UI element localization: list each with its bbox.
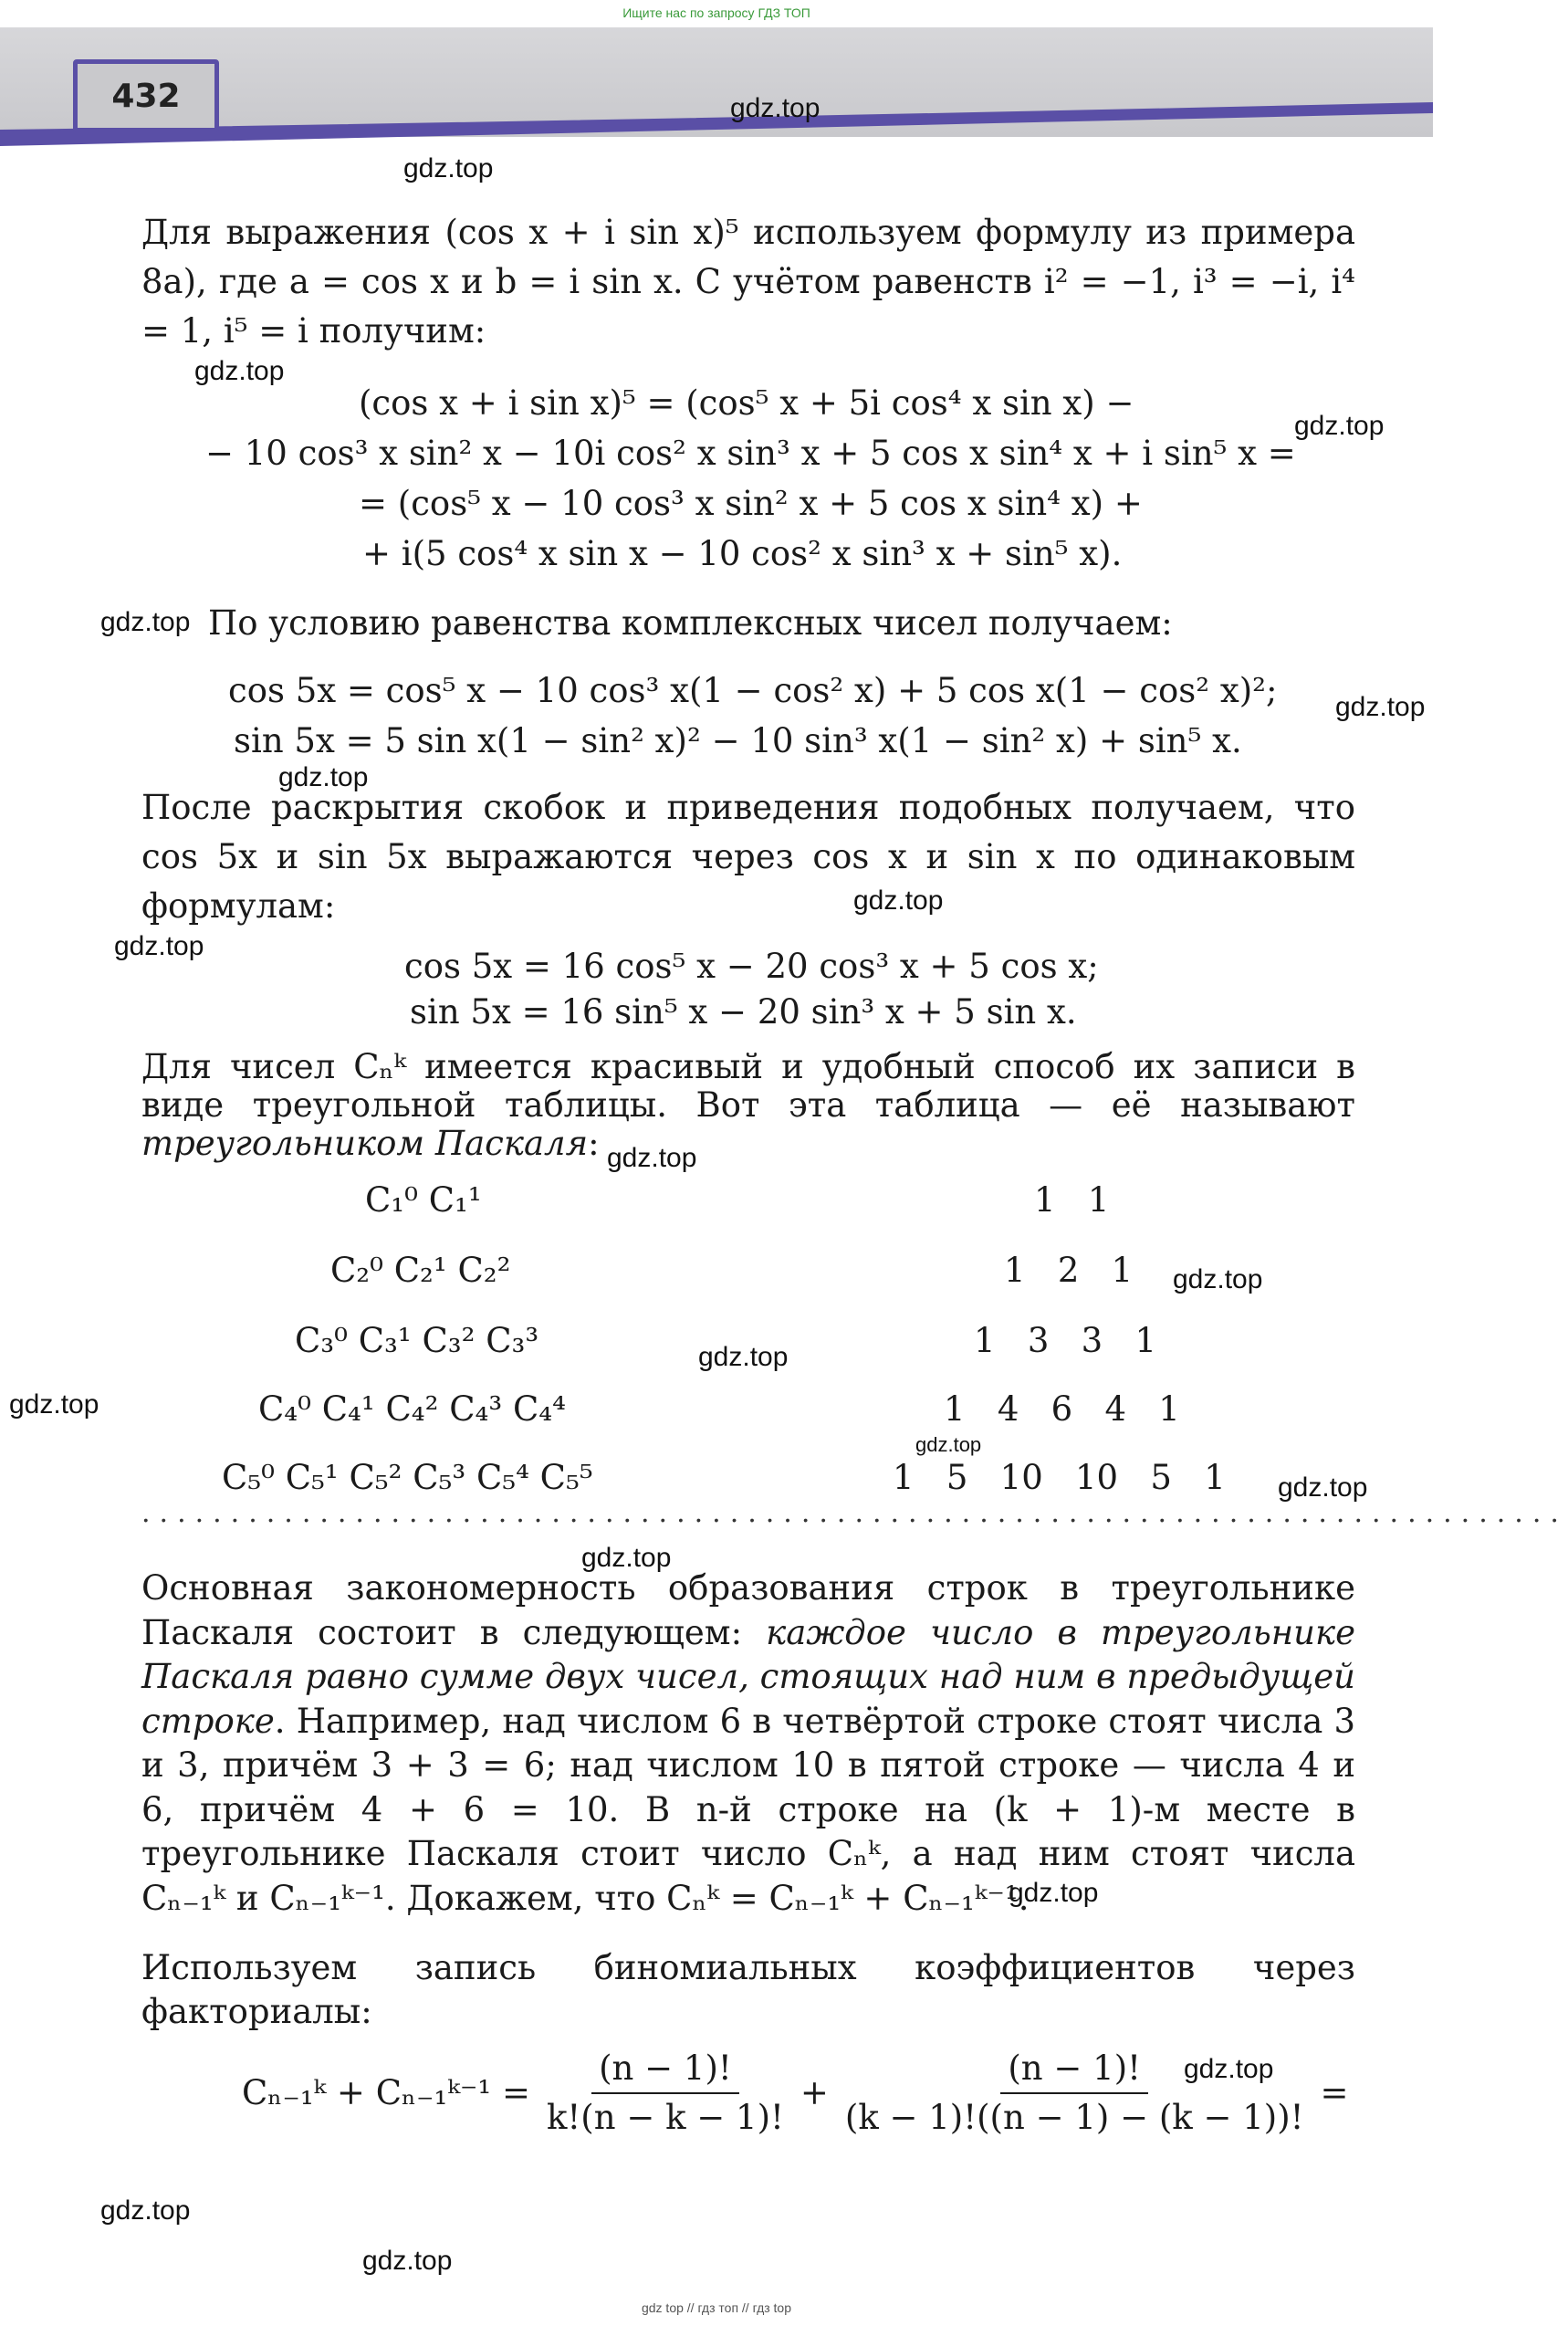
pascal-rule: каждое число в треугольнике Паскаля равно сумме двух чисел, стоящих над ним в предыдущей строке [141,1612,1355,1741]
paragraph-5-rest: . Например, над числом 6 в четвёртой строке стоят числа 3 и 3, причём 3 + 3 = 6; над числом 10 в пятой строке — числа 4 и 6, причём 4 + 6 = 10. В n-й строке на (k + 1)-м месте в треугольнике Паскаля стоит число Cₙᵏ, а над ним стоят числа Cₙ₋₁ᵏ и Cₙ₋₁ᵏ⁻¹. Докажем, что Cₙᵏ = Cₙ₋₁ᵏ + Cₙ₋₁ᵏ⁻¹. [141,1701,1355,1918]
triangle-symbolic-row-2: C₂⁰ C₂¹ C₂² [330,1251,511,1290]
paragraph-4-text: Для чисел Cₙᵏ имеется красивый и удобный способ их записи в виде треугольной таблицы. Вот эта таблица — её называют [141,1047,1355,1125]
triangle-numeric-row-2: 1 2 1 [1004,1251,1134,1290]
watermark: gdz.top [1009,1878,1099,1908]
watermark: gdz.top [1173,1264,1263,1294]
triangle-symbolic-row-1: C₁⁰ C₁¹ [365,1180,482,1220]
equation-4-lhs: Cₙ₋₁ᵏ + Cₙ₋₁ᵏ⁻¹ = [242,2073,530,2112]
watermark: gdz.top [1278,1472,1368,1503]
equals-sign: = [1320,2073,1349,2112]
equation-1-line-1: (cos x + i sin x)⁵ = (cos⁵ x + 5i cos⁴ x sin x) − [359,383,1134,423]
watermark: gdz.top [1335,692,1426,722]
equation-3-line-1: cos 5x = 16 cos⁵ x − 20 cos³ x + 5 cos x; [404,947,1099,986]
paragraph-4-end: : [588,1124,600,1163]
triangle-numeric-row-5: 1 5 10 10 5 1 [893,1458,1226,1497]
watermark: gdz.top [730,93,821,123]
watermark: gdz.top [278,762,369,792]
triangle-numeric-row-1: 1 1 [1034,1180,1110,1220]
watermark: gdz.top [194,356,285,386]
footer-note: gdz top // гдз топ // гдз top [641,2300,792,2315]
watermark: gdz.top [1294,411,1385,441]
fraction-2 [838,2045,1312,2142]
fraction-1 [539,2045,791,2142]
watermark: gdz.top [915,1433,982,1456]
watermark: gdz.top [100,607,191,637]
triangle-numeric-row-3: 1 3 3 1 [974,1321,1157,1360]
fraction-1-denominator: k!(n − k − 1)! [547,2098,784,2137]
continuation-dots: ................................................................................ [141,1497,1568,1529]
paragraph-1: Для выражения (cos x + i sin x)⁵ используем формулу из примера 8а), где a = cos x и b = i sin x. С учётом равенств i² = −1, i³ = −i, i⁴ = 1, i⁵ = i получим: [141,213,1355,351]
equation-1-line-3: = (cos⁵ x − 10 cos³ x sin² x + 5 cos x sin⁴ x) + [359,484,1143,523]
triangle-symbolic-row-5: C₅⁰ C₅¹ C₅² C₅³ C₅⁴ C₅⁵ [222,1458,593,1497]
watermark: gdz.top [607,1143,697,1173]
page-number: 432 [73,59,219,132]
plus-sign: + [800,2073,829,2112]
paragraph-2: По условию равенства комплексных чисел получаем: [208,603,1173,643]
pascal-triangle-term: треугольником Паскаля [141,1124,589,1163]
top-note: Ищите нас по запросу ГДЗ ТОП [622,5,810,20]
fraction-2-numerator: (n − 1)! [1000,2045,1148,2094]
paragraph-6: Используем запись биномиальных коэффициентов через факториалы: [141,1948,1355,2031]
paragraph-5-text: Основная закономерность образования строк в треугольнике Паскаля состоит в следующем: [141,1568,1355,1652]
fraction-1-numerator: (n − 1)! [591,2045,739,2094]
watermark: gdz.top [362,2246,453,2276]
watermark: gdz.top [698,1342,789,1372]
watermark: gdz.top [403,153,494,183]
triangle-symbolic-row-4: C₄⁰ C₄¹ C₄² C₄³ C₄⁴ [258,1389,566,1429]
equation-3-line-2: sin 5x = 16 sin⁵ x − 20 sin³ x + 5 sin x. [410,992,1077,1032]
watermark: gdz.top [581,1543,672,1573]
watermark: gdz.top [1184,2054,1274,2084]
watermark: gdz.top [100,2195,191,2226]
paragraph-3: После раскрытия скобок и приведения подобных получаем, что cos 5x и sin 5x выражаются через cos x и sin x по одинаковым формулам: [141,788,1355,926]
equation-4 [242,2045,1349,2142]
watermark: gdz.top [9,1389,99,1420]
equation-2-line-2: sin 5x = 5 sin x(1 − sin² x)² − 10 sin³ x(1 − sin² x) + sin⁵ x. [234,721,1242,760]
watermark: gdz.top [853,885,944,916]
equation-1-line-2: − 10 cos³ x sin² x − 10i cos² x sin³ x + 5 cos x sin⁴ x + i sin⁵ x = [205,434,1296,473]
watermark: gdz.top [114,931,204,961]
equation-2-line-1: cos 5x = cos⁵ x − 10 cos³ x(1 − cos² x) + 5 cos x(1 − cos² x)²; [228,671,1278,710]
fraction-2-denominator: (k − 1)!((n − 1) − (k − 1))! [844,2098,1304,2137]
equation-1-line-4: + i(5 cos⁴ x sin x − 10 cos² x sin³ x + sin⁵ x). [362,534,1123,573]
paragraph-4 [141,1048,1355,1163]
triangle-symbolic-row-3: C₃⁰ C₃¹ C₃² C₃³ [295,1321,539,1360]
triangle-numeric-row-4: 1 4 6 4 1 [944,1389,1180,1429]
paragraph-5 [141,1566,1355,1921]
